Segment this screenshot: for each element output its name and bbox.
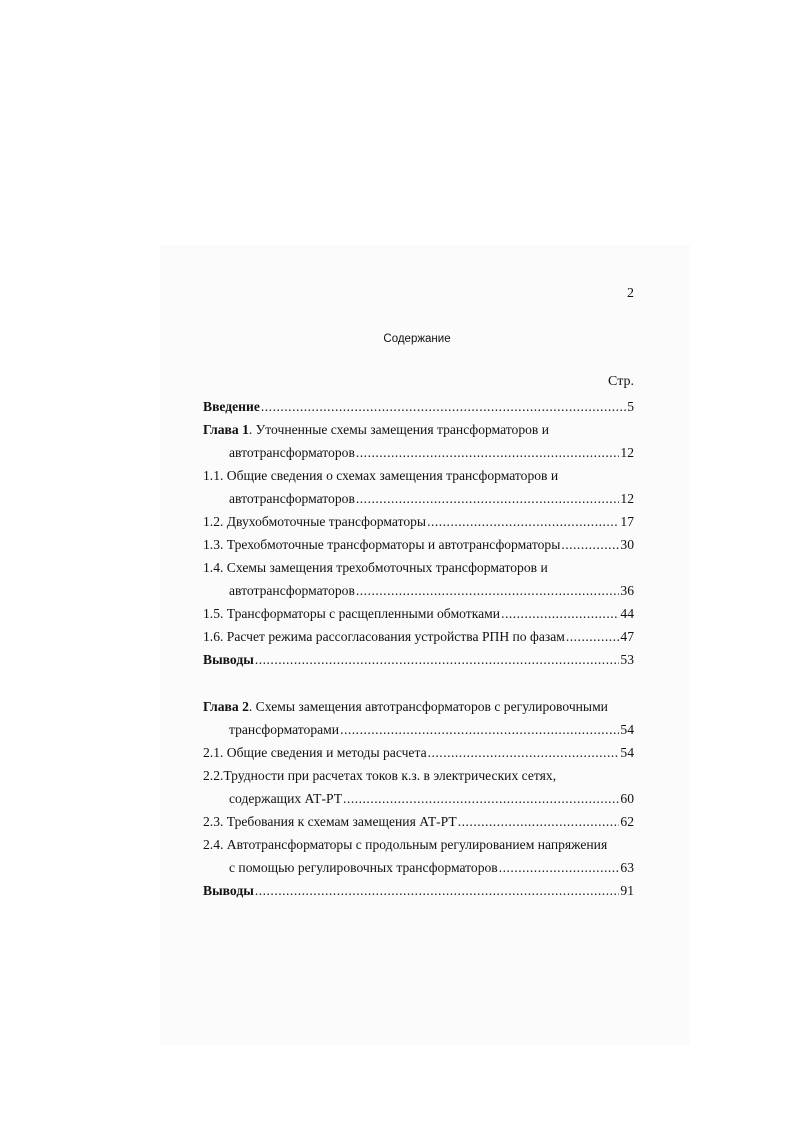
dot-leader xyxy=(356,441,620,464)
toc-entry-title xyxy=(203,418,549,441)
toc-entry[interactable] xyxy=(203,487,634,510)
toc-entry-page: 5 xyxy=(627,399,634,414)
toc-entry-title xyxy=(229,579,355,602)
toc-entry-title xyxy=(229,787,342,810)
dot-leader xyxy=(501,602,619,625)
toc-entry-page: 53 xyxy=(620,652,634,667)
toc-title: Содержание xyxy=(383,333,451,345)
toc-entry-page: 44 xyxy=(620,606,634,621)
toc-entry-title xyxy=(203,510,426,533)
toc-entry-title xyxy=(203,879,254,902)
toc-entry-page: 12 xyxy=(620,445,634,460)
toc-entry-text: 2.2.Трудности при расчетах токов к.з. в электрических сетях, xyxy=(203,768,557,783)
toc-entry[interactable] xyxy=(203,510,634,533)
table-of-contents xyxy=(203,395,634,902)
toc-entry-text: 1.5. Трансформаторы с расщепленными обмотками xyxy=(203,606,501,621)
toc-entry-title xyxy=(203,556,548,579)
toc-entry-text: 1.4. Схемы замещения трехобмоточных трансформаторов и xyxy=(203,560,548,575)
toc-entry[interactable] xyxy=(203,787,634,810)
toc-entry[interactable] xyxy=(203,556,634,579)
dot-leader xyxy=(428,741,620,764)
toc-entry[interactable] xyxy=(203,441,634,464)
toc-entry-title xyxy=(203,764,556,787)
dot-leader xyxy=(261,395,626,418)
toc-entry[interactable] xyxy=(203,533,634,556)
toc-entry[interactable] xyxy=(203,764,634,787)
toc-section-2 xyxy=(203,695,634,902)
toc-entry-title xyxy=(203,395,260,418)
toc-entry-text: содержащих АТ-РТ xyxy=(229,791,343,806)
toc-entry[interactable] xyxy=(203,464,634,487)
toc-entry-bold-label: Введение xyxy=(203,399,260,414)
dot-leader xyxy=(356,487,620,510)
toc-entry-page: 54 xyxy=(620,722,634,737)
toc-entry-text: 2.1. Общие сведения и методы расчета xyxy=(203,745,427,760)
toc-entry[interactable] xyxy=(203,718,634,741)
toc-entry-page: 63 xyxy=(620,860,634,875)
toc-entry[interactable] xyxy=(203,648,634,671)
toc-entry-text: 1.2. Двухобмоточные трансформаторы xyxy=(203,514,427,529)
dot-leader xyxy=(340,718,619,741)
toc-entry[interactable] xyxy=(203,602,634,625)
toc-entry-text: автотрансформаторов xyxy=(229,583,355,598)
toc-entry-title xyxy=(229,718,339,741)
page-number: 2 xyxy=(627,286,634,301)
toc-entry-text: 1.3. Трехобмоточные трансформаторы и автотрансформаторы xyxy=(203,537,561,552)
toc-entry-title xyxy=(203,648,254,671)
dot-leader xyxy=(356,579,620,602)
toc-entry-bold-label: Выводы xyxy=(203,652,254,667)
dot-leader xyxy=(499,856,620,879)
toc-entry-text: 1.6. Расчет режима рассогласования устройства РПН по фазам xyxy=(203,629,565,644)
toc-entry-title xyxy=(203,625,565,648)
toc-entry-page: 30 xyxy=(620,537,634,552)
toc-entry-text: автотрансформаторов xyxy=(229,445,355,460)
section-gap xyxy=(203,671,634,695)
toc-entry-title xyxy=(229,441,355,464)
dot-leader xyxy=(255,879,620,902)
toc-section-1 xyxy=(203,395,634,671)
toc-entry-title xyxy=(203,810,457,833)
toc-entry-page: 17 xyxy=(620,514,634,529)
toc-entry-title xyxy=(203,833,607,856)
toc-entry-title xyxy=(203,464,558,487)
toc-entry[interactable] xyxy=(203,695,634,718)
toc-entry-page: 47 xyxy=(620,629,634,644)
dot-leader xyxy=(458,810,620,833)
toc-entry[interactable] xyxy=(203,879,634,902)
toc-entry-page: 12 xyxy=(620,491,634,506)
toc-entry-page: 62 xyxy=(620,814,634,829)
dot-leader xyxy=(566,625,620,648)
toc-entry-text: трансформаторами xyxy=(229,722,340,737)
toc-entry[interactable] xyxy=(203,741,634,764)
toc-entry-text: с помощью регулировочных трансформаторов xyxy=(229,860,498,875)
dot-leader xyxy=(427,510,619,533)
toc-entry-page: 60 xyxy=(620,791,634,806)
toc-entry-title xyxy=(229,487,355,510)
toc-entry-text: 1.1. Общие сведения о схемах замещения трансформаторов и xyxy=(203,468,559,483)
toc-entry-text: 2.4. Автотрансформаторы с продольным регулированием напряжения xyxy=(203,837,608,852)
toc-entry-bold-label: Глава 1 xyxy=(203,422,249,437)
toc-entry-bold-label: Выводы xyxy=(203,883,254,898)
toc-entry-title xyxy=(203,695,608,718)
toc-entry[interactable] xyxy=(203,833,634,856)
toc-entry-title xyxy=(229,856,498,879)
toc-entry[interactable] xyxy=(203,856,634,879)
toc-entry-page: 36 xyxy=(620,583,634,598)
toc-entry[interactable] xyxy=(203,418,634,441)
dot-leader xyxy=(343,787,619,810)
toc-entry[interactable] xyxy=(203,579,634,602)
toc-entry-text: . Схемы замещения автотрансформаторов с регулировочными xyxy=(248,699,608,714)
toc-entry-title xyxy=(203,602,500,625)
toc-entry-text: 2.3. Требования к схемам замещения АТ-РТ xyxy=(203,814,457,829)
toc-entry[interactable] xyxy=(203,395,634,418)
dot-leader xyxy=(561,533,619,556)
toc-entry-page: 91 xyxy=(620,883,634,898)
toc-entry-text: автотрансформаторов xyxy=(229,491,355,506)
toc-entry-bold-label: Глава 2 xyxy=(203,699,249,714)
page-column-header: Стр. xyxy=(608,374,634,389)
toc-entry[interactable] xyxy=(203,810,634,833)
toc-entry-page: 54 xyxy=(620,745,634,760)
toc-entry-title xyxy=(203,741,427,764)
toc-entry-text: . Уточненные схемы замещения трансформаторов и xyxy=(248,422,550,437)
toc-entry-title xyxy=(203,533,560,556)
toc-entry[interactable] xyxy=(203,625,634,648)
dot-leader xyxy=(255,648,620,671)
